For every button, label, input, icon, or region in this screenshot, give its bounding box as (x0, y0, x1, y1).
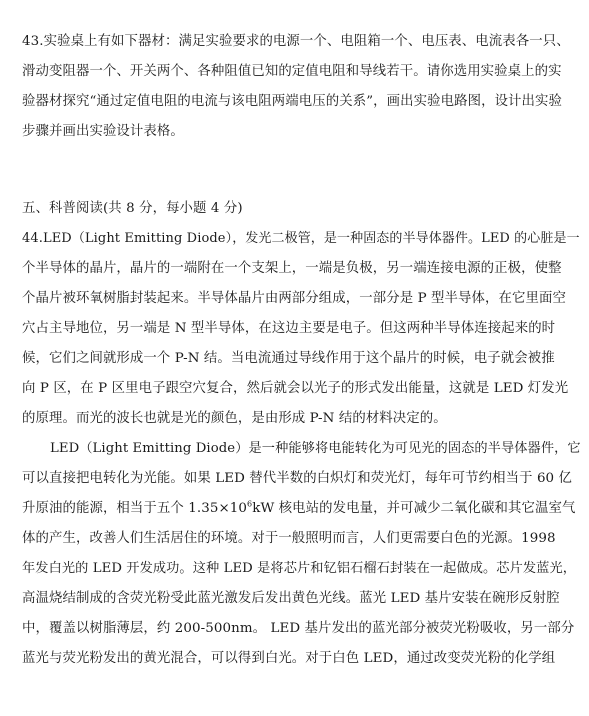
q44-p2-line-5: 年发白光的 LED 开发成功。这种 LED 是将芯片和钇铝石榴石封装在一起做成。芯片发蓝光， (22, 561, 577, 576)
q44-p1-line-6: 向 P 区，在 P 区里电子跟空穴复合，然后就会以光子的形式发出能量，这就是 LED 灯发光 (22, 381, 569, 396)
q44-p2-line-4: 体的产生，改善人们生活居住的环境。对于一般照明而言，人们更需要白色的光源。1998 (22, 531, 556, 546)
q44-p1-line-2: 个半导体的晶片，晶片的一端附在一个支架上，一端是负极，另一端连接电源的正极，使整 (22, 261, 562, 276)
q43-line-3: 验器材探究“通过定值电阻的电流与该电阻两端电压的关系”，画出实验电路图，设计出实验 (22, 94, 563, 109)
q44-p2-line-7: 中，覆盖以树脂薄层，约 200-500nm。 LED 基片发出的蓝光部分被荧光粉吸收，另一部分 (22, 621, 575, 636)
q43-line-1: 43.实验桌上有如下器材：满足实验要求的电源一个、电阻箱一个、电压表、电流表各一只、 (22, 34, 570, 49)
exponent: 6 (247, 499, 253, 509)
q44-p2-line-2: 可以直接把电转化为光能。如果 LED 替代半数的白炽灯和荧光灯，每年可节约相当于 60 亿 (22, 471, 573, 486)
q44-p2-line-3 (22, 501, 582, 517)
q44-p2-line-3-b: kW 核电站的发电量，并可减少二氧化碳和其它温室气 (252, 501, 576, 516)
q44-p1-line-4: 穴占主导地位，另一端是 N 型半导体，在这边主要是电子。但这两种半导体连接起来的时 (22, 321, 556, 336)
section-heading: 五、科普阅读(共 8 分，每小题 4 分) (22, 201, 243, 216)
q44-p2-line-8: 蓝光与荧光粉发出的黄光混合，可以得到白光。对于白色 LED，通过改变荧光粉的化学组 (22, 651, 556, 666)
q44-p2-line-6: 高温烧结制成的含荧光粉受此蓝光激发后发出黄色光线。蓝光 LED 基片安装在碗形反射腔 (22, 591, 560, 606)
q44-p1-line-3: 个晶片被环氧树脂封装起来。半导体晶片由两部分组成，一部分是 P 型半导体，在它里面空 (22, 291, 566, 306)
q44-p2-line-1: LED（Light Emitting Diode）是一种能够将电能转化为可见光的固态的半导体器件，它 (50, 441, 581, 456)
q44-p1-line-1: 44.LED（Light Emitting Diode），发光二极管，是一种固态的半导体器件。LED 的心脏是一 (22, 231, 580, 246)
q44-p1-line-7: 的原理。而光的波长也就是光的颜色，是由形成 P-N 结的材料决定的。 (22, 411, 447, 426)
q43-line-2: 滑动变阻器一个、开关两个、各种阻值已知的定值电阻和导线若干。请你选用实验桌上的实 (22, 64, 562, 79)
q43-line-4: 步骤并画出实验设计表格。 (22, 124, 184, 139)
q44-p2-line-3-a: 升原油的能源，相当于五个 1.35×10 (22, 501, 248, 516)
q44-p1-line-5: 候，它们之间就形成一个 P-N 结。当电流通过导线作用于这个晶片的时候，电子就会被推 (22, 351, 555, 366)
